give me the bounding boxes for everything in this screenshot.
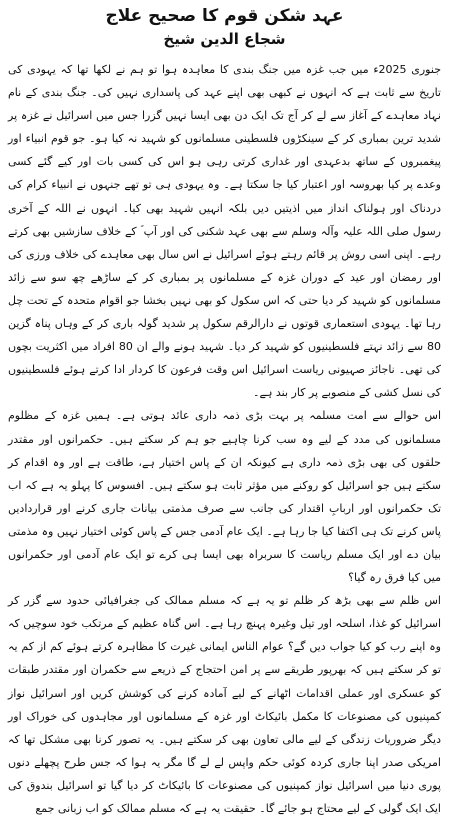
article-title: عہد شکن قوم کا صحیح علاج [105,6,344,26]
article-paragraph-3: اس ظلم سے بھی بڑھ کر ظلم تو یہ ہے کہ مسلم ممالک کی جغرافیائی حدود سے گزر کر اسرائیل کو غذا، اسلحہ اور تیل وغیرہ پہنچ رہا ہے۔ اس گناہ عظیم کے مرتکب خود سوچیں کہ وہ اپنے رب کو کیا جواب دیں گے؟ عوام الناس ایمانی غیرت کا مظاہرہ کرتے ہوئے کم از کم یہ تو کر سکتے ہیں کہ بھرپور طریقے سے پر امن احتجاج کے ذریعے سے حکمران اور مقتدر طبقات کو عسکری اور عملی اقدامات اٹھانے کے لیے آمادہ کرنے کی کوشش کریں اور اسرائیل نواز کمپنیوں کی مصنوعات کا مکمل بائیکاٹ اور غزہ کے مسلمانوں اور مجاہدوں کی خوراک اور دیگر ضروریات زندگی کے لیے مالی تعاون بھی کر سکتے ہیں۔ یہ تصور کرنا بھی مشکل تھا کہ امریکی صدر اپنا جاری کردہ کوئی حکم واپس لے لے گا مگر یہ ہوا کہ جس طرح پچھلے دنوں پوری دنیا میں اسرائیل نواز کمپنیوں کی مصنوعات کا بائیکاٹ کر دیا گیا تو اسرائیل بندوق کی ایک ایک گولی کے لیے محتاج ہو جائے گا۔ حقیقت یہ ہے کہ مسلم ممالک کو اب زبانی جمع [8,594,441,815]
article-paragraph-2: اس حوالے سے امت مسلمہ پر بہت بڑی ذمہ داری عائد ہوتی ہے۔ ہمیں غزہ کے مظلوم مسلمانوں کی مدد کے لیے وہ سب کرنا چاہیے جو ہم کر سکتے ہیں۔ حکمرانوں اور مقتدر حلقوں کی بھی بڑی ذمہ داری ہے کیونکہ ان کے پاس اختیار ہے، طاقت ہے اور وہ اقدام کر سکتے ہیں جو اسرائیل کو روکنے میں مؤثر ثابت ہو سکتے ہیں۔ افسوس کا پہلو یہ ہے کہ اب تک حکمرانوں اور اربابِ اقتدار کی جانب سے صرف مذمتی بیانات جاری کرنے اور قراردادیں پاس کرنے تک ہی اکتفا کیا جا رہا ہے۔ ایک عام آدمی جس کے پاس کوئی اختیار نہیں وہ مذمتی بیان دے اور ایک مسلم ریاست کا سربراہ بھی ایسا ہی کرے تو ایک عام آدمی اور حکمرانوں میں کیا فرق رہ گیا؟ [8,409,441,585]
article-author: شجاع الدین شیخ [163,30,286,48]
article-paragraph-1: جنوری 2025ء میں جب غزہ میں جنگ بندی کا معاہدہ ہوا تو ہم نے لکھا تھا کہ یہودی کی تاریخ سے ثابت ہے کہ انہوں نے کبھی بھی اپنے عہد کی پاسداری نہیں کی۔ جنگ بندی کے نام نہاد معاہدے کے آغاز سے لے کر آج تک ایک دن بھی ایسا نہیں گزرا جس میں اسرائیل نے غزہ پر شدید ترین بمباری کر کے سینکڑوں فلسطینی مسلمانوں کو شہید نہ کیا ہو۔ جو قوم انبیاء اور پیغمبروں کے ساتھ بدعہدی اور غداری کرتی رہی ہو اس کی کسی بات اور کیے گئے کسی وعدے پر کیا بھروسہ اور اعتبار کیا جا سکتا ہے۔ وہ یہودی ہی تو تھے جنہوں نے انبیاء کرام کی دردناک اور ہولناک انداز میں اذیتیں دیں بلکہ انہیں شہید بھی کیا۔ انہوں نے اللہ کے آخری رسول صلی اللہ علیہ وآلہ وسلم سے بھی عہد شکنی کی اور آپ ؐ کے خلاف سازشیں بھی کرتے رہے۔ اپنی اسی روش پر قائم رہتے ہوئے اسرائیل نے اس سال بھی معاہدے کی خلاف ورزی کی اور رمضان اور عید کے دوران غزہ کے مسلمانوں پر بمباری کر کے ساڑھے چھ سو سے زائد مسلمانوں کو شہید کر دیا حتی کہ اس سکول کو بھی نہیں بخشا جو اقوام متحدہ کے تحت چل رہا تھا۔ یہودی استعماری قوتوں نے دارالرقم سکول پر شدید گولہ باری کر کے وہاں پناہ گزین 80 سے زائد نہتے فلسطینیوں کو شہید کر دیا۔ شہید ہونے والے ان 80 افراد میں اکثریت بچوں کی تھی۔ ناجائز صہیونی ریاست اسرائیل اس وقت فرعون کا کردار ادا کرتے ہوئے فلسطینیوں کی نسل کشی کے منصوبے پر کار بند ہے۔ [8,63,441,400]
